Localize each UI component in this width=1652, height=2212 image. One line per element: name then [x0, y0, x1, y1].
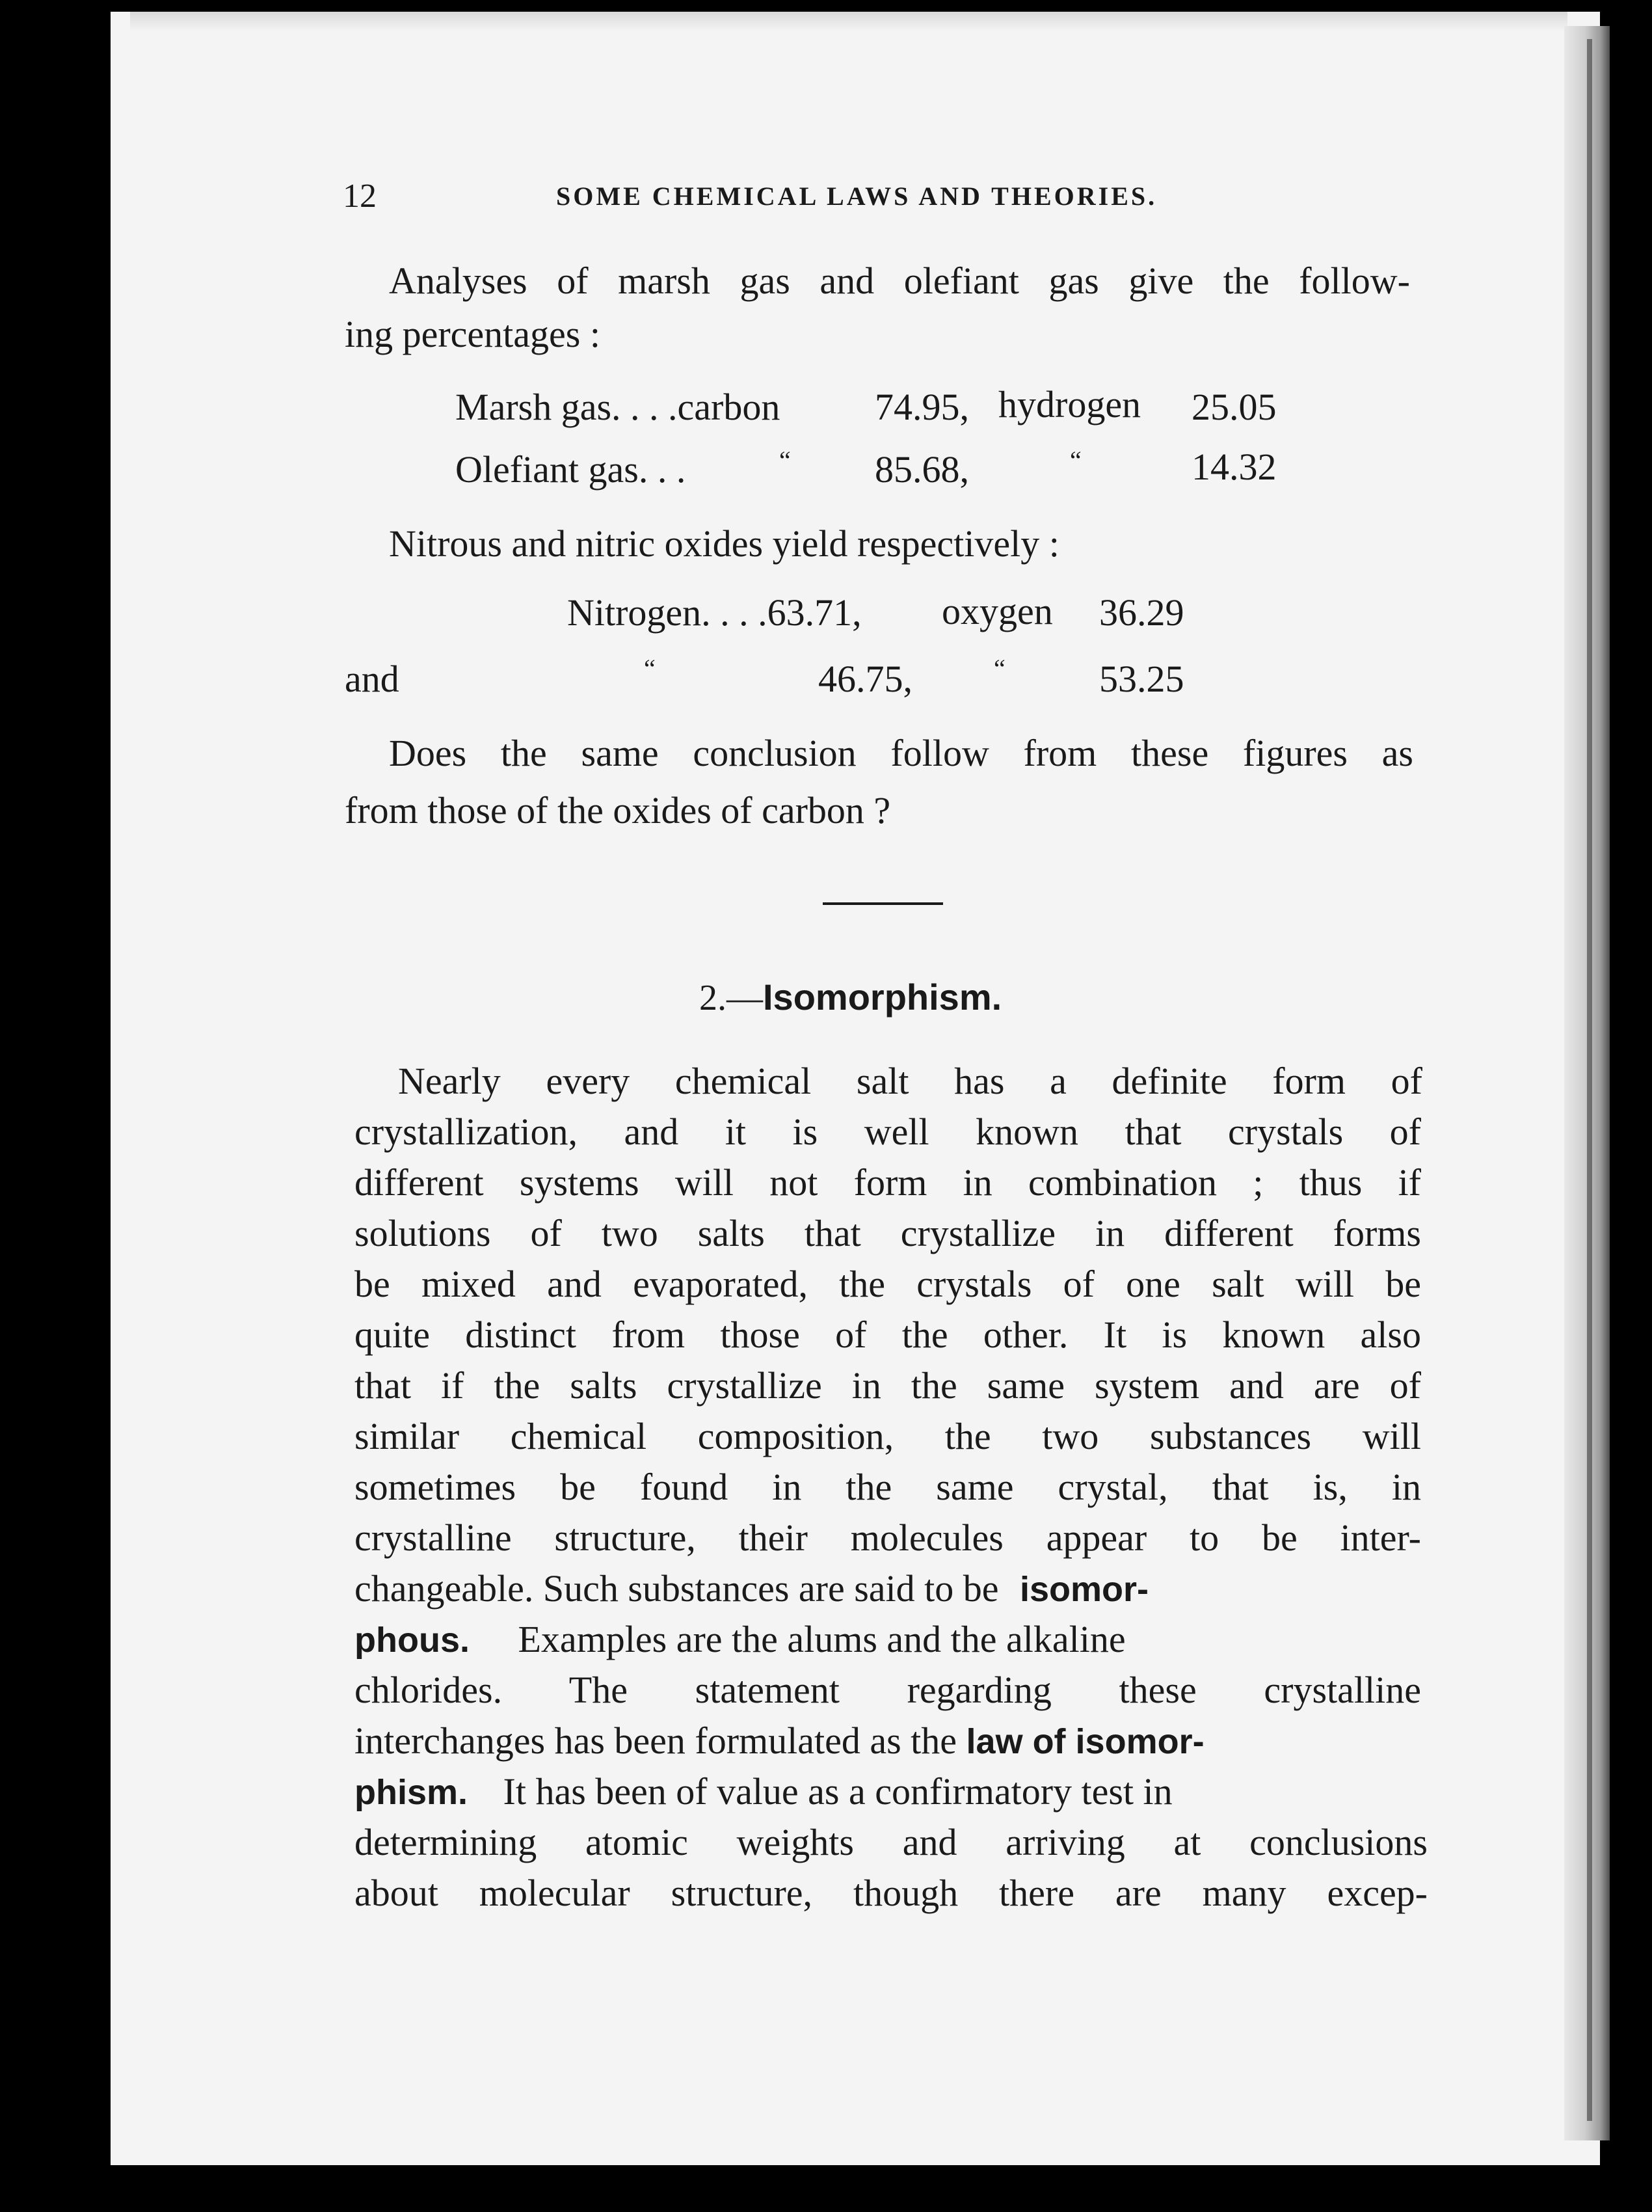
marsh-carbon-value: 74.95, — [875, 386, 969, 428]
olefiant-carbon-value: 85.68, — [875, 448, 969, 491]
oxides-intro: Nitrous and nitric oxides yield respectively : — [389, 522, 1059, 565]
section-title: Isomorphism. — [763, 977, 1002, 1018]
question-line-1: Does the same conclusion follow from these figures as — [389, 732, 1413, 774]
marsh-gas-label: Marsh gas. . . .carbon — [455, 386, 780, 428]
body-line: crystallization, and it is well known that crystals of — [354, 1111, 1421, 1153]
running-title: SOME CHEMICAL LAWS AND THEORIES. — [556, 182, 1158, 211]
nitrous-nitrogen-value: 46.75, — [818, 658, 913, 700]
ditto-mark: “ — [1070, 446, 1082, 475]
body-line: that if the salts crystallize in the same system and are of — [354, 1364, 1421, 1407]
intro-line-1: Analyses of marsh gas and olefiant gas give the follow- — [389, 260, 1410, 302]
page-number: 12 — [343, 178, 377, 215]
body-line — [354, 1617, 1126, 1661]
page-binding-line — [1587, 39, 1592, 2121]
body-line: quite distinct from those of the other. It is known also — [354, 1314, 1421, 1356]
marsh-hydrogen-label: hydrogen — [998, 383, 1141, 425]
body-line: different systems will not form in combination ; thus if — [354, 1161, 1421, 1204]
body-line — [354, 1719, 1205, 1762]
question-line-2: from those of the oxides of carbon ? — [345, 789, 891, 831]
body-line: about molecular structure, though there are many excep- — [354, 1872, 1428, 1914]
olefiant-hydrogen-value: 14.32 — [1192, 446, 1277, 488]
body-text: changeable. Such substances are said to be — [354, 1567, 999, 1610]
marsh-hydrogen-value: 25.05 — [1192, 386, 1277, 428]
body-line: similar chemical composition, the two substances will — [354, 1415, 1421, 1457]
body-line: Nearly every chemical salt has a definite form of — [398, 1060, 1422, 1102]
body-line — [354, 1770, 1173, 1813]
body-text: Examples are the alums and the alkaline — [518, 1618, 1126, 1660]
ditto-mark: “ — [779, 446, 791, 475]
bold-term: phous. — [354, 1621, 470, 1660]
body-line: determining atomic weights and arriving at conclusions — [354, 1821, 1428, 1863]
intro-line-2: ing percentages : — [345, 313, 600, 355]
bold-term: law of isomor- — [966, 1722, 1205, 1761]
ditto-mark: “ — [994, 654, 1006, 683]
bold-term: phism. — [354, 1773, 468, 1812]
body-text: interchanges has been formulated as the — [354, 1720, 957, 1762]
body-line: sometimes be found in the same crystal, that is, in — [354, 1466, 1421, 1508]
section-divider — [823, 902, 943, 905]
nitrous-oxygen-value: 53.25 — [1099, 658, 1184, 700]
body-line: be mixed and evaporated, the crystals of one salt will be — [354, 1263, 1421, 1305]
body-text: It has been of value as a confirmatory test in — [503, 1770, 1173, 1813]
section-number: 2.— — [699, 978, 763, 1018]
page-top-shadow — [130, 12, 1567, 31]
ditto-mark: “ — [644, 654, 656, 683]
body-line: crystalline structure, their molecules appear to be inter- — [354, 1517, 1421, 1559]
and-label: and — [345, 658, 399, 700]
nitrogen-label: Nitrogen. . . .63.71, — [567, 591, 862, 634]
olefiant-gas-label: Olefiant gas. . . — [455, 448, 686, 491]
body-line — [354, 1567, 1149, 1610]
oxygen-label: oxygen — [942, 590, 1053, 632]
bold-term: isomor- — [1019, 1570, 1149, 1609]
nitric-oxygen-value: 36.29 — [1099, 591, 1184, 634]
body-line: solutions of two salts that crystallize in different forms — [354, 1212, 1421, 1254]
body-line: chlorides. The statement regarding these crystalline — [354, 1669, 1421, 1711]
section-heading — [699, 976, 1002, 1019]
